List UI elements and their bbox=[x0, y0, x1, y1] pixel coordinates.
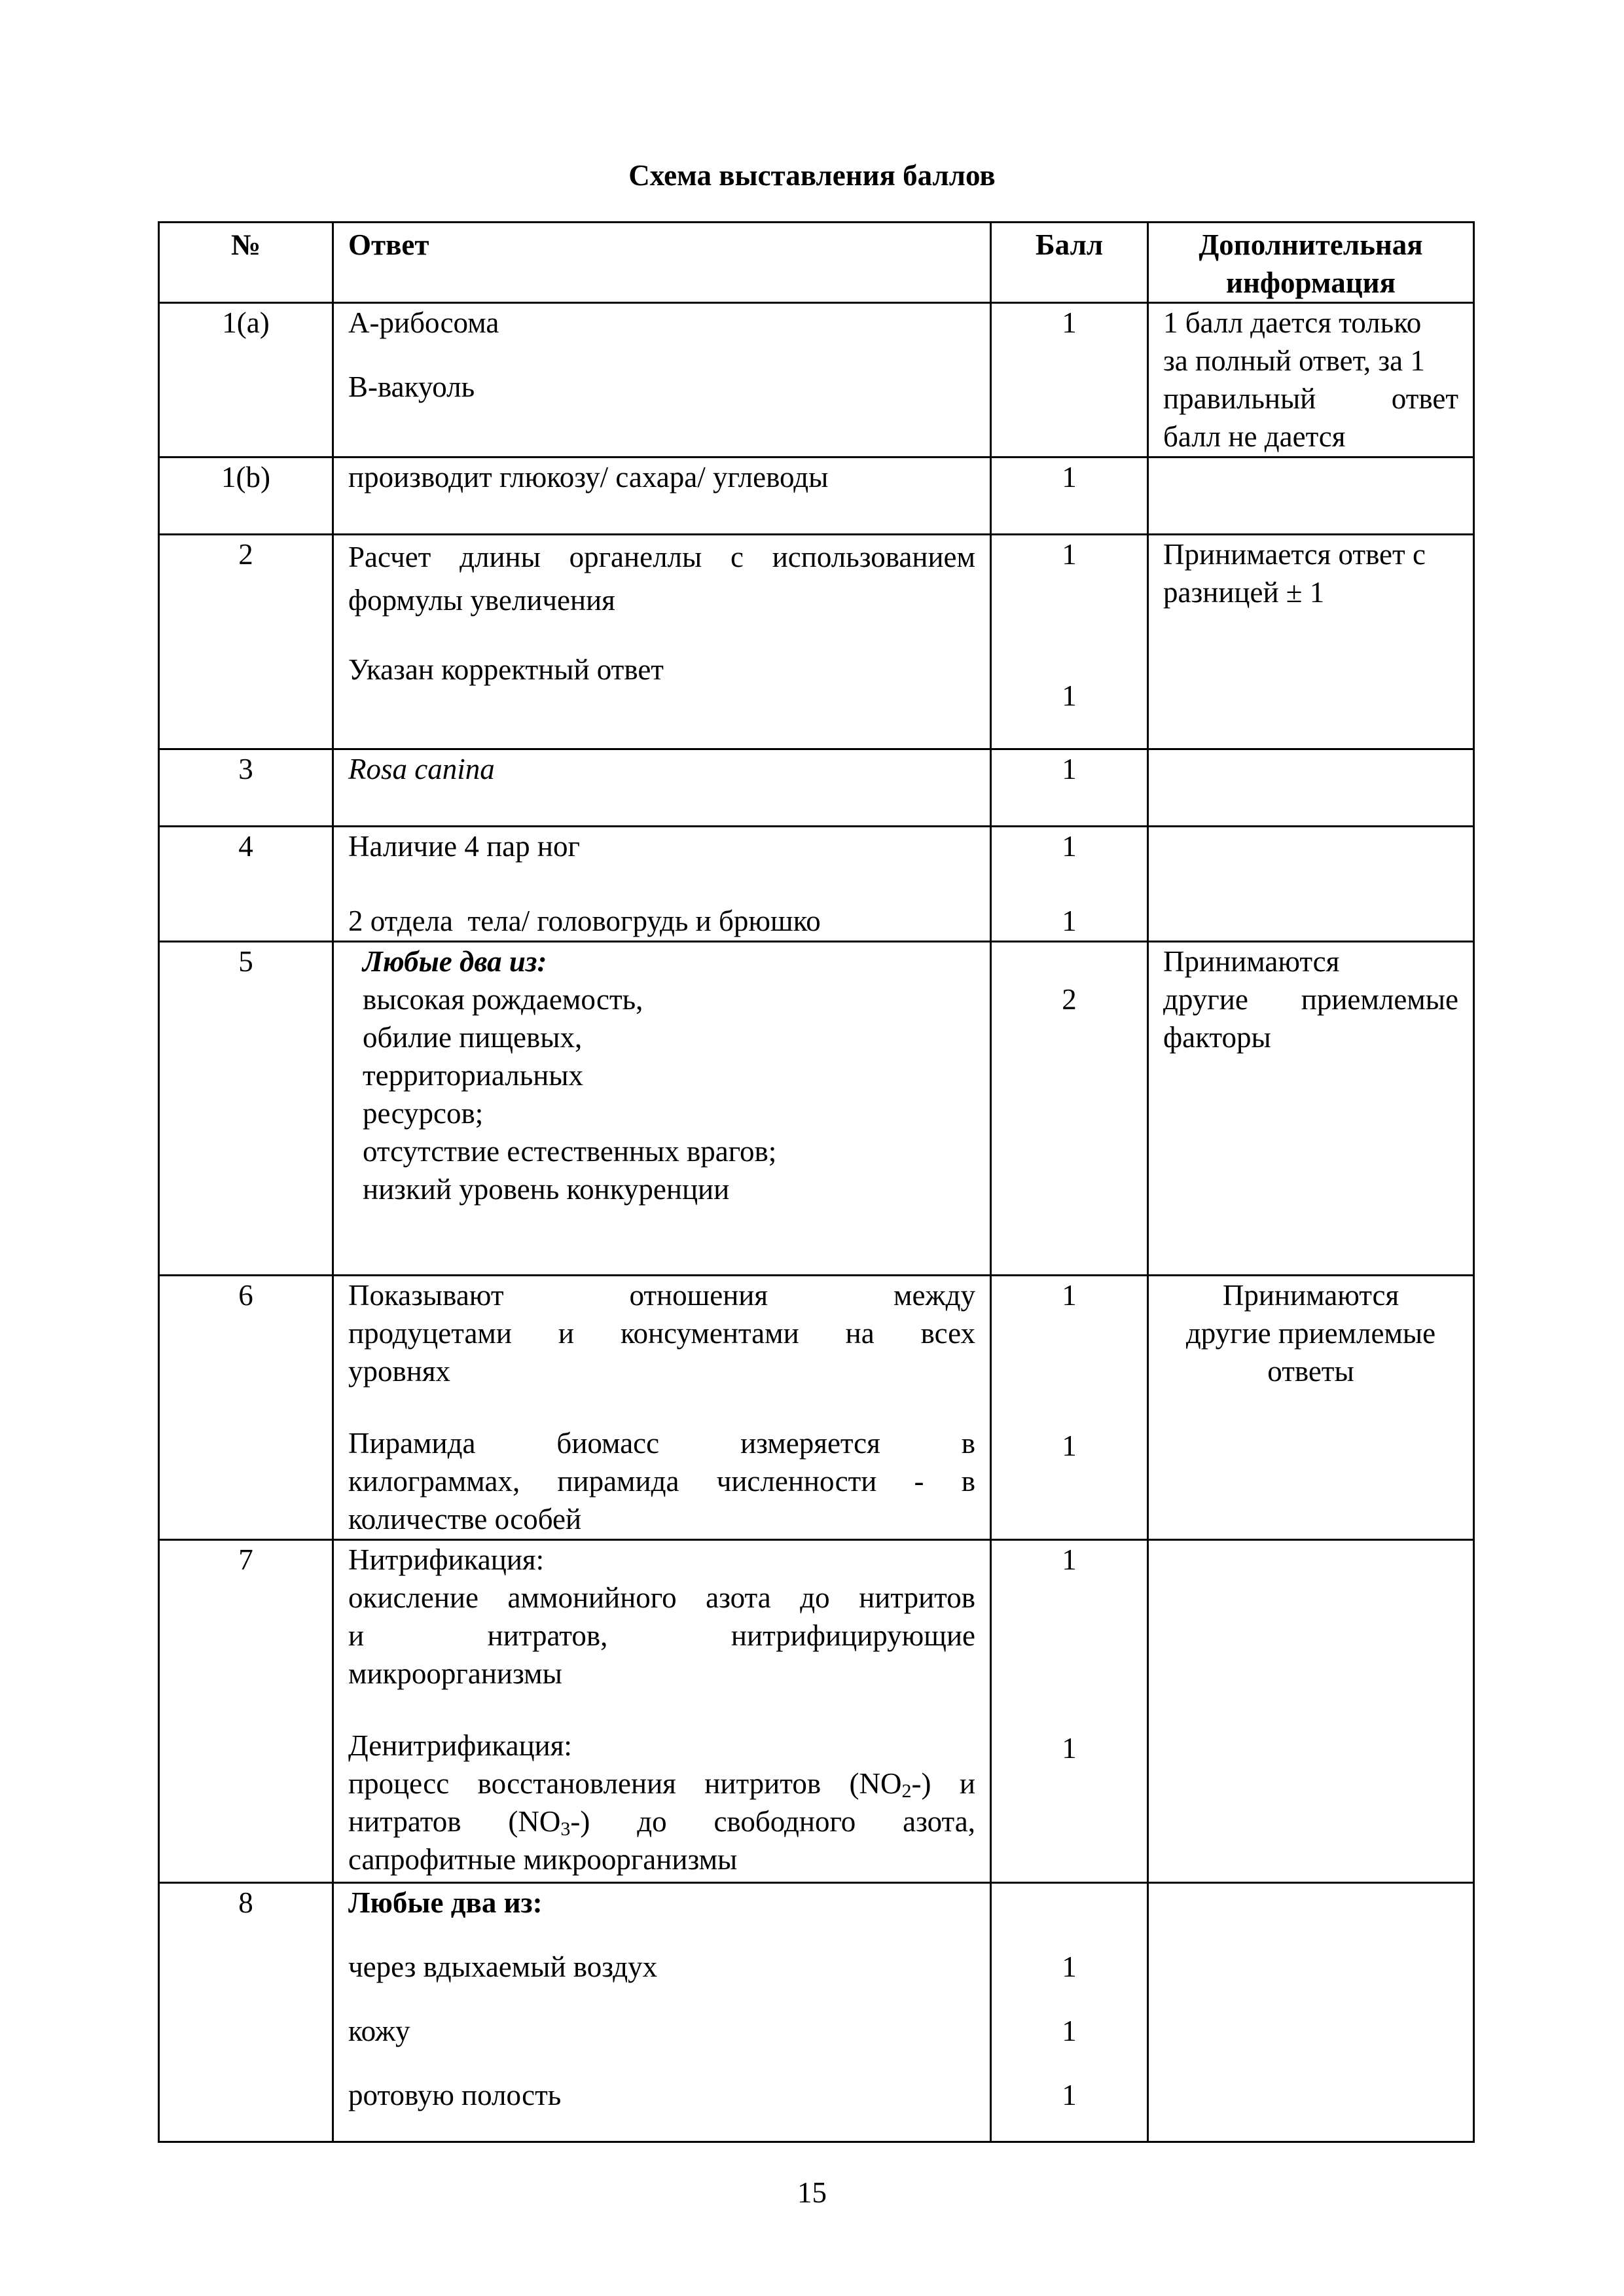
answer-line: Показывают отношения между bbox=[348, 1279, 975, 1312]
table-row bbox=[159, 1540, 1474, 1883]
table-header-row bbox=[159, 223, 1474, 303]
row-answer bbox=[333, 457, 991, 535]
row-extra bbox=[1148, 942, 1474, 1276]
table-row bbox=[159, 942, 1474, 1276]
answer-line: B-вакуоль bbox=[348, 370, 475, 403]
answer-line: производит глюкозу/ сахара/ углеводы bbox=[348, 461, 829, 493]
row-answer bbox=[333, 749, 991, 827]
row-num: 7 bbox=[159, 1540, 333, 1883]
score-value: 1 bbox=[1062, 679, 1077, 712]
answer-line: Указан корректный ответ bbox=[348, 653, 664, 686]
table-row bbox=[159, 535, 1474, 749]
row-num: 6 bbox=[159, 1276, 333, 1540]
row-num: 1(b) bbox=[159, 457, 333, 535]
row-answer bbox=[333, 535, 991, 749]
answer-line: низкий уровень конкуренции bbox=[363, 1173, 730, 1206]
header-num: № bbox=[159, 223, 333, 303]
extra-line: балл не дается bbox=[1163, 420, 1346, 453]
page-title: Схема выставления баллов bbox=[628, 159, 996, 192]
row-num: 5 bbox=[159, 942, 333, 1276]
table-row bbox=[159, 457, 1474, 535]
row-answer bbox=[333, 942, 991, 1276]
score-value: 1 bbox=[1062, 538, 1077, 571]
row-num: 8 bbox=[159, 1883, 333, 2142]
score-value: 1 bbox=[1062, 306, 1077, 339]
score-value: 1 bbox=[1062, 905, 1077, 937]
answer-line: ротовую полость bbox=[348, 2079, 562, 2111]
row-score bbox=[991, 303, 1148, 457]
table-row bbox=[159, 1883, 1474, 2142]
header-score: Балл bbox=[991, 223, 1148, 303]
header-answer: Ответ bbox=[333, 223, 991, 303]
answer-line: Rosa canina bbox=[348, 753, 495, 785]
answer-line: микроорганизмы bbox=[348, 1657, 562, 1690]
answer-line: обилие пищевых, bbox=[363, 1021, 583, 1054]
score-value: 1 bbox=[1062, 1543, 1077, 1576]
row-num: 3 bbox=[159, 749, 333, 827]
scoring-table bbox=[158, 221, 1475, 2143]
answer-line: и нитратов, нитрифицирующие bbox=[348, 1619, 975, 1652]
extra-line: Принимается ответ с bbox=[1163, 538, 1426, 571]
row-extra bbox=[1148, 457, 1474, 535]
score-value: 1 bbox=[1062, 2015, 1077, 2047]
extra-line: правильный ответ bbox=[1163, 382, 1458, 415]
row-answer bbox=[333, 303, 991, 457]
extra-line: Принимаются bbox=[1222, 1279, 1399, 1312]
score-value: 1 bbox=[1062, 1950, 1077, 1983]
answer-line: сапрофитные микроорганизмы bbox=[348, 1843, 738, 1876]
extra-line: разницей ± 1 bbox=[1163, 576, 1325, 609]
extra-line: за полный ответ, за 1 bbox=[1163, 344, 1425, 377]
row-num: 4 bbox=[159, 827, 333, 942]
score-value: 1 bbox=[1062, 830, 1077, 863]
answer-heading: Любые два из: bbox=[363, 945, 547, 978]
row-extra bbox=[1148, 1883, 1474, 2142]
header-extra: Дополнительная информация bbox=[1148, 223, 1474, 303]
row-answer bbox=[333, 827, 991, 942]
answer-line: процесс восстановления нитритов $(NO_2-)$ и bbox=[348, 1767, 975, 1802]
table-row bbox=[159, 1276, 1474, 1540]
score-value: 1 bbox=[1062, 1732, 1077, 1765]
answer-line: территориальных bbox=[363, 1059, 584, 1092]
score-value: 1 bbox=[1062, 461, 1077, 493]
answer-line: Расчет длины органеллы с использованием bbox=[348, 541, 975, 573]
extra-line: ответы bbox=[1267, 1355, 1354, 1388]
row-score bbox=[991, 942, 1148, 1276]
row-score bbox=[991, 827, 1148, 942]
answer-line: Наличие 4 пар ног bbox=[348, 830, 580, 863]
row-extra bbox=[1148, 535, 1474, 749]
table-row bbox=[159, 749, 1474, 827]
answer-line: окисление аммонийного азота до нитритов bbox=[348, 1581, 975, 1614]
answer-line: отсутствие естественных врагов; bbox=[363, 1135, 777, 1168]
answer-line: формулы увеличения bbox=[348, 584, 615, 617]
row-answer bbox=[333, 1276, 991, 1540]
row-extra bbox=[1148, 303, 1474, 457]
answer-line: уровнях bbox=[348, 1355, 451, 1388]
row-extra bbox=[1148, 1540, 1474, 1883]
extra-line: Принимаются bbox=[1163, 945, 1340, 978]
score-value: 1 bbox=[1062, 753, 1077, 785]
answer-line: через вдыхаемый воздух bbox=[348, 1950, 658, 1983]
row-extra bbox=[1148, 827, 1474, 942]
score-value: 1 bbox=[1062, 2079, 1077, 2111]
extra-line: другие приемлемые bbox=[1163, 983, 1458, 1016]
answer-line: кожу bbox=[348, 2015, 410, 2047]
row-score bbox=[991, 1276, 1148, 1540]
answer-line: нитратов $(NO_3-)$ до свободного азота, bbox=[348, 1805, 975, 1840]
extra-line: 1 балл дается только bbox=[1163, 306, 1422, 339]
row-num: 1(a) bbox=[159, 303, 333, 457]
answer-line: А-рибосома bbox=[348, 306, 499, 339]
answer-line: высокая рождаемость, bbox=[363, 983, 643, 1016]
row-score bbox=[991, 1883, 1148, 2142]
score-value: 1 bbox=[1062, 1279, 1077, 1312]
answer-subtitle: Денитрификация: bbox=[348, 1729, 572, 1762]
row-score bbox=[991, 1540, 1148, 1883]
row-score bbox=[991, 535, 1148, 749]
row-num: 2 bbox=[159, 535, 333, 749]
table-row bbox=[159, 303, 1474, 457]
row-score bbox=[991, 457, 1148, 535]
table-row bbox=[159, 827, 1474, 942]
answer-heading: Любые два из: bbox=[348, 1886, 543, 1919]
page-number: 15 bbox=[797, 2176, 827, 2209]
answer-line: Пирамида биомасс измеряется в bbox=[348, 1427, 975, 1460]
answer-subtitle: Нитрификация: bbox=[348, 1543, 545, 1576]
score-value: 2 bbox=[1062, 983, 1077, 1016]
answer-line: килограммах, пирамида численности - в bbox=[348, 1465, 975, 1498]
answer-line: 2 отдела тела/ головогрудь и брюшко bbox=[348, 905, 821, 937]
extra-line: другие приемлемые bbox=[1185, 1317, 1436, 1350]
answer-line: количестве особей bbox=[348, 1503, 582, 1535]
row-extra bbox=[1148, 749, 1474, 827]
row-extra bbox=[1148, 1276, 1474, 1540]
score-value: 1 bbox=[1062, 1429, 1077, 1462]
row-answer bbox=[333, 1540, 991, 1883]
answer-line: ресурсов; bbox=[363, 1097, 484, 1130]
answer-line: продуцетами и консументами на всех bbox=[348, 1317, 975, 1350]
extra-line: факторы bbox=[1163, 1021, 1271, 1054]
row-answer bbox=[333, 1883, 991, 2142]
row-score bbox=[991, 749, 1148, 827]
